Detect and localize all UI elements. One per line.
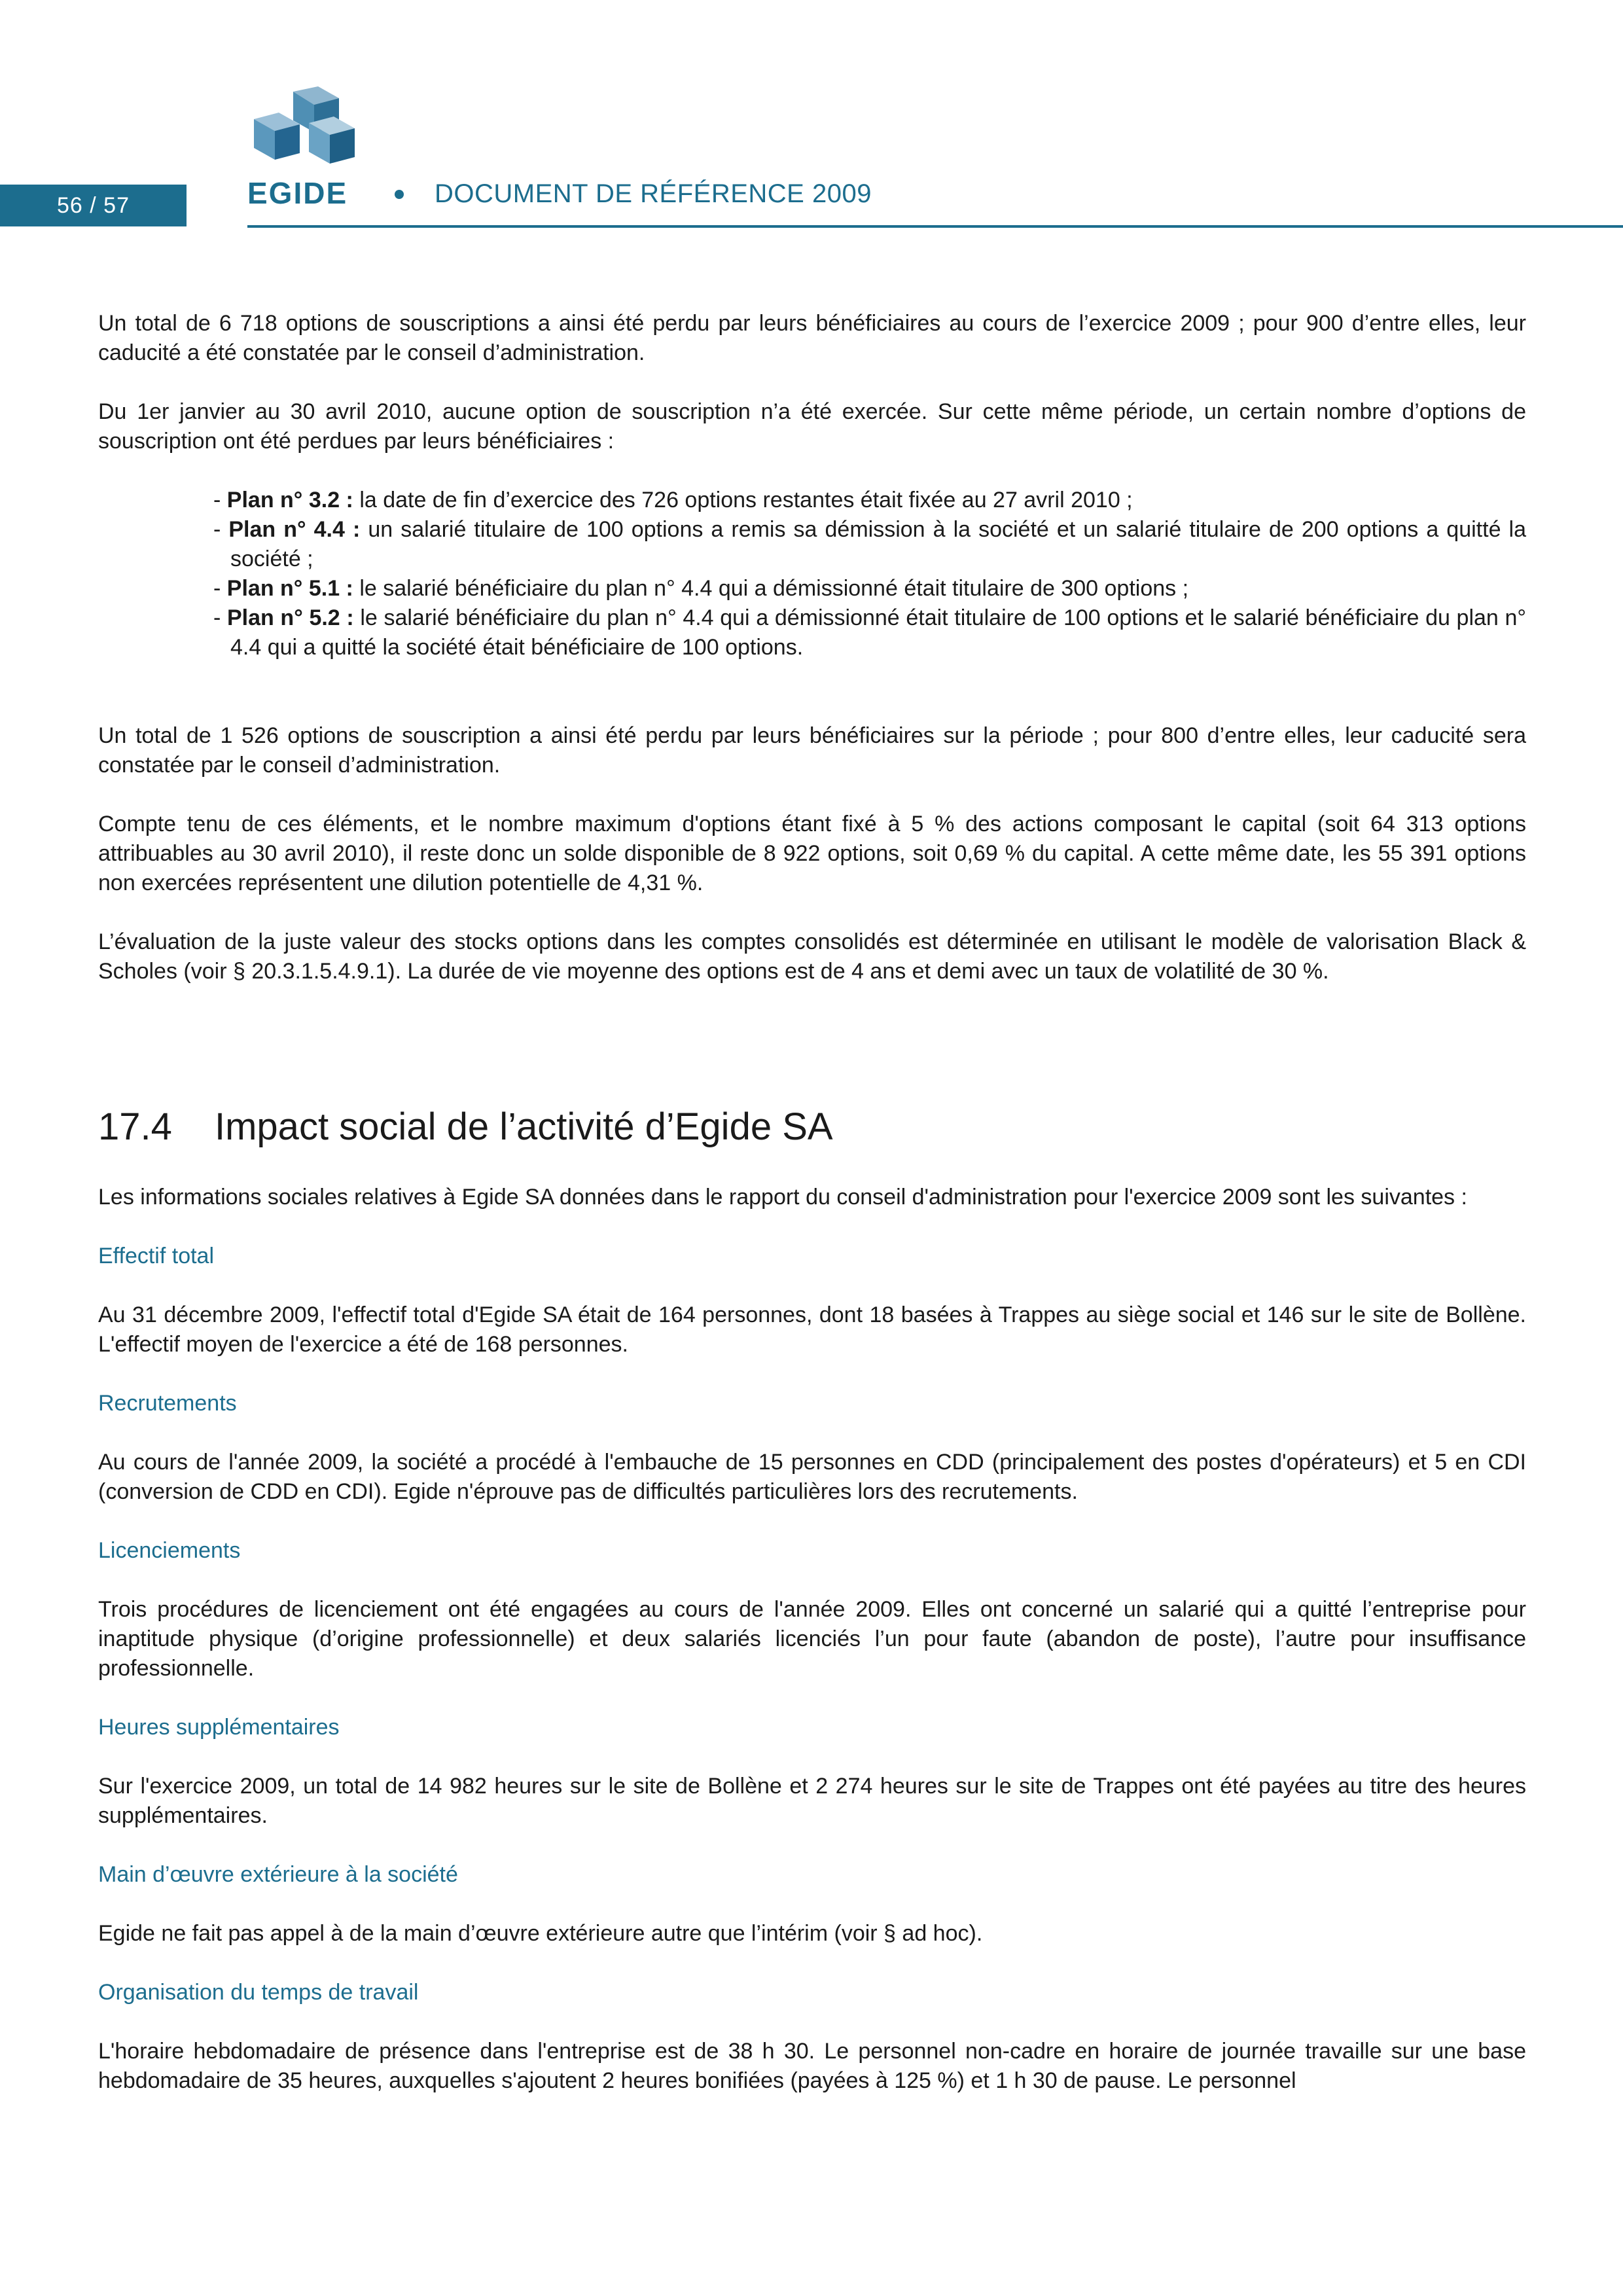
subsection-text-heures-supp: Sur l'exercice 2009, un total de 14 982 heures sur le site de Bollène et 2 274 heures sur le site de Trappes ont été payées au titre des heures supplémentaires. — [98, 1774, 1526, 1828]
paragraph-valuation: L’évaluation de la juste valeur des stocks options dans les comptes consolidés est déterminée en utilisant le modèle de valorisation Black & Scholes (voir § 20.3.1.5.4.9.1). La durée de vie moyenne des options est de 4 ans et demi avec un taux de volatilité de 30 %. — [98, 929, 1526, 984]
paragraph-options-lost-period: Un total de 1 526 options de souscription a ainsi été perdu par leurs bénéficiaires sur la période ; pour 800 d’entre elles, leur caducité sera constatée par le conseil d’administration. — [98, 723, 1526, 778]
list-item: - Plan n° 5.1 : le salarié bénéficiaire du plan n° 4.4 qui a démissionné était titulaire de 300 options ; — [213, 576, 1189, 601]
plan-label: Plan n° 4.4 : — [228, 517, 361, 542]
header-divider — [247, 225, 1623, 228]
plan-text: le salarié bénéficiaire du plan n° 4.4 qui a démissionné était titulaire de 300 options ; — [353, 576, 1189, 601]
plan-text: le salarié bénéficiaire du plan n° 4.4 qui a démissionné était titulaire de 100 options et le salarié bénéficiaire du plan n° 4.4 qui a quitté la société était bénéficiaire de 100 options. — [230, 605, 1526, 660]
section-number: 17.4 — [98, 1105, 172, 1148]
paragraph-options-period-2010: Du 1er janvier au 30 avril 2010, aucune option de souscription n’a été exercée. Sur cette même période, un certain nombre d’options de souscription ont été perdues par leurs bénéficiaires : — [98, 399, 1526, 454]
section-heading — [98, 1104, 1526, 1150]
header-bullet — [395, 190, 404, 199]
plan-text: un salarié titulaire de 100 options a remis sa démission à la société et un salarié titulaire de 200 options a quitté la société ; — [230, 517, 1527, 571]
list-item: - Plan n° 4.4 : un salarié titulaire de 100 options a remis sa démission à la société et un salarié titulaire de 200 options a quitté la société ; — [213, 517, 1527, 571]
subsection-text-organisation: L'horaire hebdomadaire de présence dans l'entreprise est de 38 h 30. Le personnel non-cadre en horaire de journée travaille sur une base hebdomadaire de 35 heures, auxquelles s'ajoutent 2 heures bonifiées (payées à 125 %) et 1 h 30 de pause. Le personnel — [98, 2039, 1526, 2093]
logo-wordmark: EGIDE — [247, 176, 348, 210]
plan-list — [213, 486, 1526, 662]
subsection-text-main-oeuvre: Egide ne fait pas appel à de la main d’œuvre extérieure autre que l’intérim (voir § ad hoc). — [98, 1921, 983, 1946]
paragraph-dilution: Compte tenu de ces éléments, et le nombre maximum d'options étant fixé à 5 % des actions composant le capital (soit 64 313 options attribuables au 30 avril 2010), il reste donc un solde disponible de 8 922 options, soit 0,69 % du capital. A cette même date, les 55 391 options non exercées représentent une dilution potentielle de 4,31 %. — [98, 812, 1526, 895]
plan-label: Plan n° 3.2 : — [226, 488, 353, 512]
subsection-text-recrutements: Au cours de l'année 2009, la société a procédé à l'embauche de 15 personnes en CDD (principalement des postes d'opérateurs) et 5 en CDI (conversion de CDD en CDI). Egide n'éprouve pas de difficultés particulières lors des recrutements. — [98, 1450, 1526, 1504]
document-title: DOCUMENT DE RÉFÉRENCE 2009 — [435, 179, 872, 208]
subsection-heading-heures-supp: Heures supplémentaires — [98, 1715, 340, 1740]
paragraph-options-lost-2009: Un total de 6 718 options de souscriptions a ainsi été perdu par leurs bénéficiaires au cours de l’exercice 2009 ; pour 900 d’entre elles, leur caducité a été constatée par le conseil d’administration. — [98, 311, 1526, 365]
plan-label: Plan n° 5.2 : — [226, 605, 354, 630]
section-title: Impact social de l’activité d’Egide SA — [215, 1105, 833, 1148]
page-indicator: 56 / 57 — [0, 185, 187, 226]
list-item: - Plan n° 5.2 : le salarié bénéficiaire du plan n° 4.4 qui a démissionné était titulaire de 100 options et le salarié bénéficiaire du plan n° 4.4 qui a quitté la société était bénéficiaire de 100 options. — [213, 605, 1526, 660]
page-content — [98, 309, 1526, 2125]
subsection-heading-licenciements: Licenciements — [98, 1538, 241, 1563]
subsection-heading-main-oeuvre: Main d’œuvre extérieure à la société — [98, 1862, 458, 1887]
subsection-text-licenciements: Trois procédures de licenciement ont été engagées au cours de l'année 2009. Elles ont concerné un salarié qui a quitté l’entreprise pour inaptitude physique (d’origine professionnelle) et deux salariés licenciés l’un pour faute (abandon de poste), l’autre pour insuffisance professionnelle. — [98, 1597, 1526, 1681]
section-intro: Les informations sociales relatives à Egide SA données dans le rapport du conseil d'administration pour l'exercice 2009 sont les suivantes : — [98, 1185, 1467, 1210]
plan-label: Plan n° 5.1 : — [226, 576, 353, 601]
subsection-text-effectif: Au 31 décembre 2009, l'effectif total d'Egide SA était de 164 personnes, dont 18 basées à Trappes au siège social et 146 sur le site de Bollène. L'effectif moyen de l'exercice a été de 168 personnes. — [98, 1302, 1526, 1357]
subsection-heading-organisation: Organisation du temps de travail — [98, 1980, 419, 2005]
subsection-heading-recrutements: Recrutements — [98, 1391, 237, 1416]
list-item: - Plan n° 3.2 : la date de fin d’exercice des 726 options restantes était fixée au 27 avril 2010 ; — [213, 488, 1133, 512]
plan-text: la date de fin d’exercice des 726 options restantes était fixée au 27 avril 2010 ; — [353, 488, 1133, 512]
subsection-heading-effectif: Effectif total — [98, 1244, 215, 1268]
